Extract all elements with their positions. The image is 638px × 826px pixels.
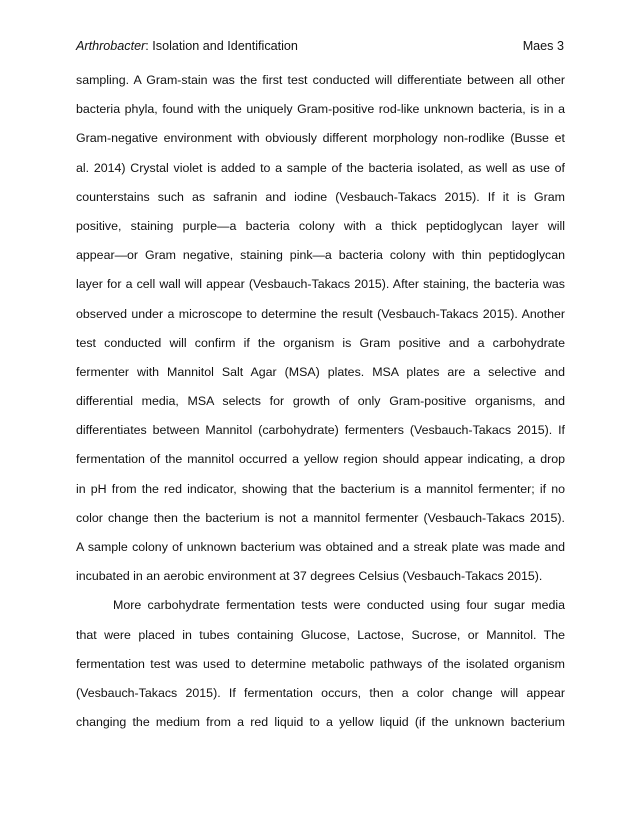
header-title-rest: : Isolation and Identification <box>145 39 298 53</box>
text-line: al. 2014) Crystal violet is added to a sample of the bacteria isolated, as well as use of <box>76 160 565 175</box>
text-line: counterstains such as safranin and iodine (Vesbauch-Takacs 2015). If it is Gram <box>76 189 565 204</box>
text-line: that were placed in tubes containing Glucose, Lactose, Sucrose, or Mannitol. The <box>76 627 565 642</box>
header-title <box>76 38 298 54</box>
text-line: appear—or Gram negative, staining pink—a bacteria colony with thin peptidoglycan <box>76 248 565 263</box>
text-line: differential media, MSA selects for growth of only Gram-positive organisms, and <box>76 394 565 409</box>
text-line: fermentation test was used to determine metabolic pathways of the isolated organism <box>76 656 565 671</box>
text-line: changing the medium from a red liquid to a yellow liquid (if the unknown bacterium <box>76 715 565 730</box>
text-line: fermenter with Mannitol Salt Agar (MSA) plates. MSA plates are a selective and <box>76 364 565 379</box>
text-line: positive, staining purple—a bacteria colony with a thick peptidoglycan layer will <box>76 218 565 233</box>
text-line: layer for a cell wall will appear (Vesbauch-Takacs 2015). After staining, the bacteria was <box>76 277 565 292</box>
text-line: A sample colony of unknown bacterium was obtained and a streak plate was made and <box>76 540 565 554</box>
body-text <box>76 72 565 743</box>
text-line: bacteria phyla, found with the uniquely Gram-positive rod-like unknown bacteria, is in a <box>76 102 565 117</box>
text-line: fermentation of the mannitol occurred a yellow region should appear indicating, a drop <box>76 452 565 467</box>
text-line: differentiates between Mannitol (carbohydrate) fermenters (Vesbauch-Takacs 2015). If <box>76 423 565 438</box>
text-line: in pH from the red indicator, showing that the bacterium is a mannitol fermenter; if no <box>76 481 565 496</box>
text-line: More carbohydrate fermentation tests were conducted using four sugar media <box>113 598 565 613</box>
running-header <box>76 38 564 54</box>
header-title-genus: Arthrobacter <box>76 39 146 53</box>
text-line: incubated in an aerobic environment at 37 degrees Celsius (Vesbauch-Takacs 2015). <box>76 569 543 584</box>
text-line: observed under a microscope to determine the result (Vesbauch-Takacs 2015). Another <box>76 306 565 321</box>
header-page-label: Maes 3 <box>522 39 564 53</box>
text-line: color change then the bacterium is not a mannitol fermenter (Vesbauch-Takacs 2015). <box>76 510 565 525</box>
text-line: sampling. A Gram-stain was the first test conducted will differentiate between all other <box>76 73 565 87</box>
text-line: test conducted will confirm if the organism is Gram positive and a carbohydrate <box>76 335 565 350</box>
text-line: (Vesbauch-Takacs 2015). If fermentation occurs, then a color change will appear <box>76 685 565 700</box>
text-line: Gram-negative environment with obviously different morphology non-rodlike (Busse et <box>76 131 565 146</box>
